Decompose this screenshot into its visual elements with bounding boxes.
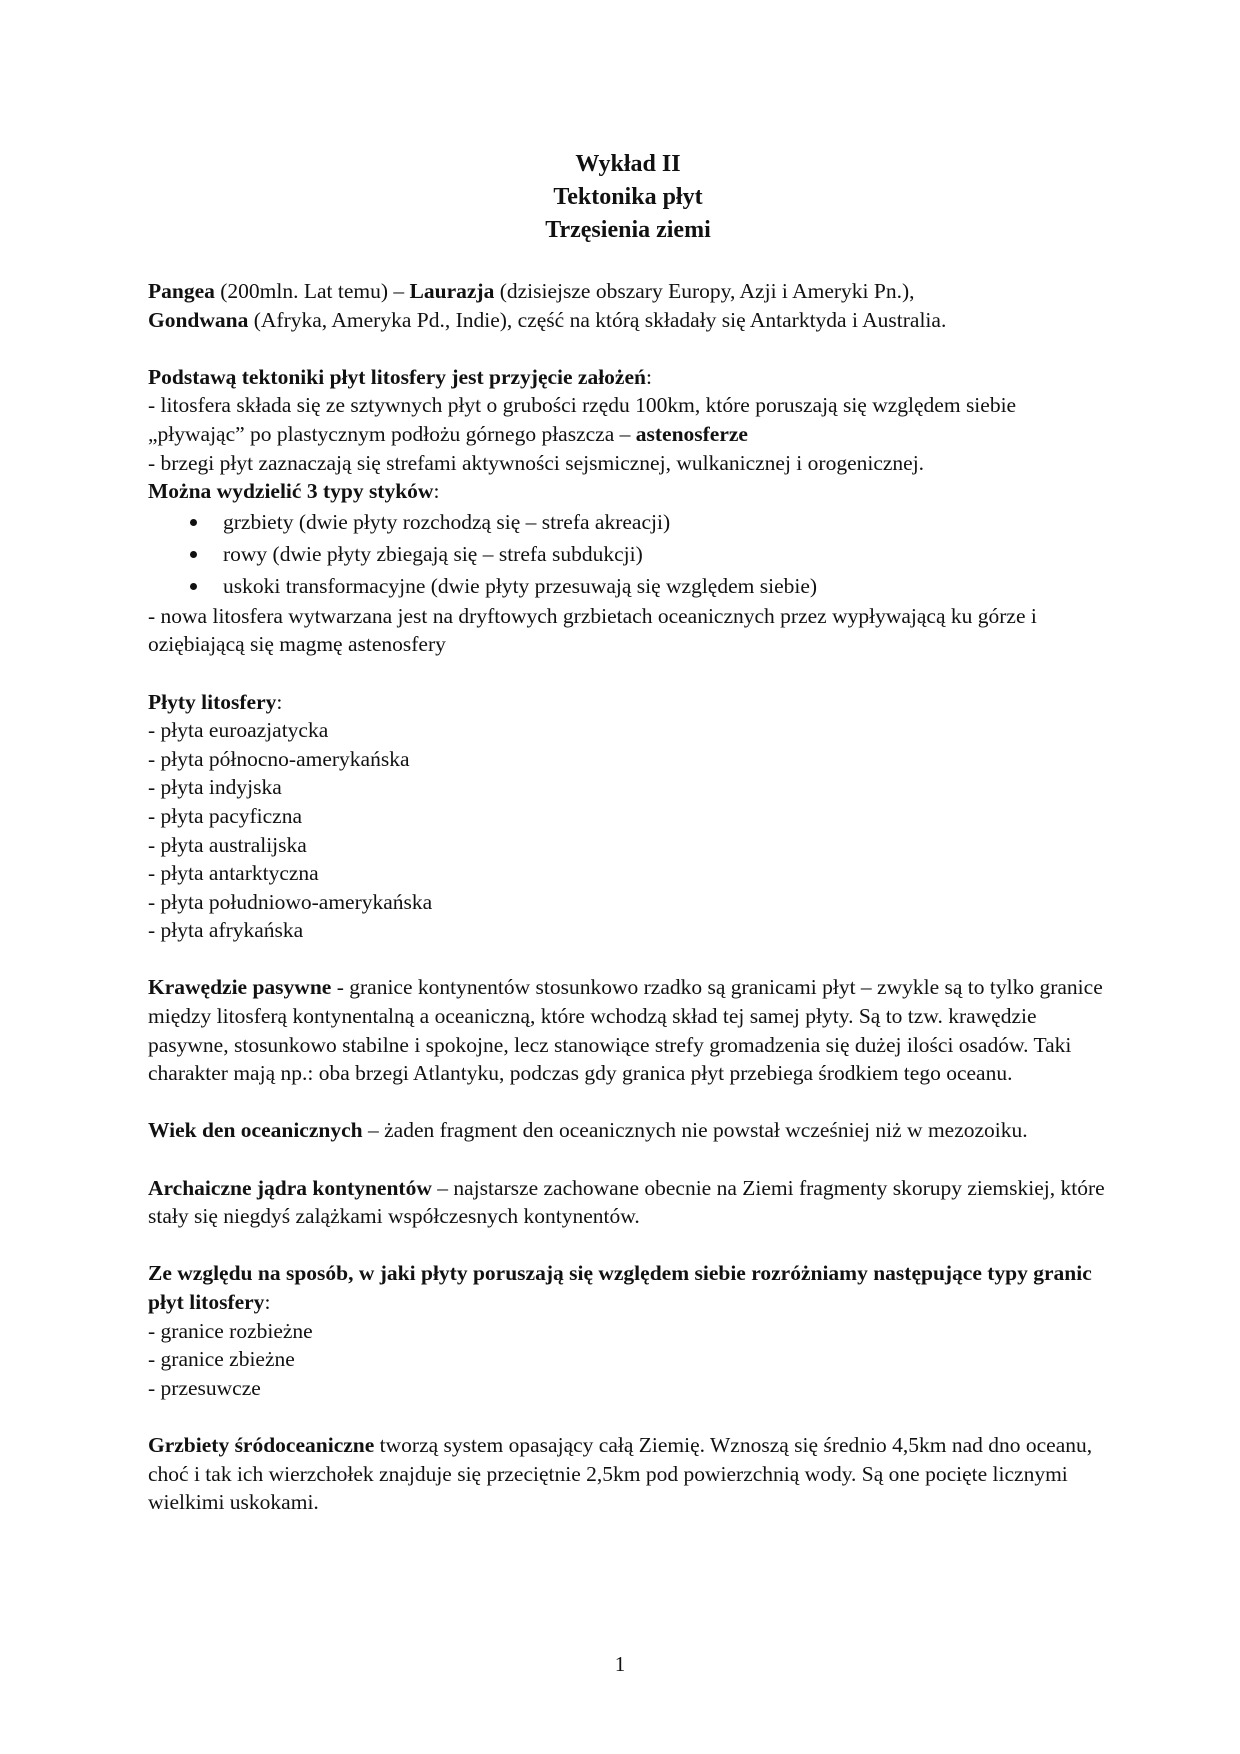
ocean-floor-age-paragraph	[148, 1116, 1108, 1145]
tectonics-heading-colon: :	[645, 364, 652, 389]
continental-cores-paragraph	[148, 1174, 1108, 1231]
boundaries-heading: Ze względu na sposób, w jaki płyty poruszają się względem siebie rozróżniamy następujące typy granic płyt litosfery	[148, 1261, 1092, 1314]
list-item: - płyta afrykańska	[148, 918, 304, 943]
laurazja-text: (dzisiejsze obszary Europy, Azji i Ameryki Pn.),	[494, 279, 915, 303]
gondwana-text: (Afryka, Ameryka Pd., Indie), część na którą składały się Antarktyda i Australia.	[248, 307, 947, 332]
passive-margins-paragraph	[148, 973, 1108, 1087]
term-laurazja: Laurazja	[409, 279, 495, 303]
plates-heading: Płyty litosfery	[148, 689, 277, 714]
contacts-list	[148, 506, 1108, 602]
list-item: - płyta indyjska	[148, 775, 282, 800]
mid-ocean-ridges-text: tworzą system opasający całą Ziemię. Wznoszą się średnio 4,5km nad dno oceanu, choć i tak ich wierzchołek znajduje się przeciętnie 2,5km pod powierzchnią wody. Są one pocięte licznymi wielkimi uskokami.	[148, 1432, 1093, 1515]
list-item: - płyta południowo-amerykańska	[148, 889, 433, 914]
list-item	[148, 570, 1108, 602]
term-gondwana: Gondwana	[148, 307, 249, 332]
list-item: - płyta australijska	[148, 832, 307, 857]
contacts-heading-colon: :	[433, 479, 440, 504]
contacts-heading-line	[148, 477, 1108, 506]
list-item: - granice zbieżne	[148, 1347, 295, 1372]
tectonics-line-3: - nowa litosfera wytwarzana jest na dryftowych grzbietach oceanicznych przez wypływającą ku górze i oziębiającą się magmę astenosfery	[148, 603, 1037, 657]
boundaries-heading-line	[148, 1259, 1108, 1316]
bullet-icon	[190, 519, 197, 526]
list-item: - płyta pacyficzna	[148, 803, 302, 828]
plates-heading-colon: :	[276, 689, 283, 714]
pangea-text: (200mln. Lat temu) –	[214, 279, 410, 303]
document-page	[148, 148, 1108, 1517]
tectonics-heading-line	[148, 363, 1108, 392]
ocean-floor-age-heading: Wiek den oceanicznych	[148, 1118, 363, 1143]
list-item	[148, 506, 1108, 538]
passive-margins-heading: Krawędzie pasywne	[148, 975, 332, 1000]
list-item	[148, 538, 1108, 570]
document-title	[148, 148, 1108, 247]
title-line-3: Trzęsienia ziemi	[545, 217, 711, 243]
list-item: - płyta antarktyczna	[148, 861, 319, 886]
mid-ocean-ridges-paragraph	[148, 1431, 1108, 1517]
page-number: 1	[614, 1652, 626, 1676]
contacts-heading: Można wydzielić 3 typy styków	[148, 479, 434, 504]
list-item: - płyta euroazjatycka	[148, 718, 329, 743]
ocean-floor-age-text: – żaden fragment den oceanicznych nie powstał wcześniej niż w mezozoiku.	[362, 1118, 1028, 1143]
boundaries-heading-colon: :	[264, 1290, 271, 1314]
intro-paragraph	[148, 277, 1108, 334]
tectonics-line-2: - brzegi płyt zaznaczają się strefami aktywności sejsmicznej, wulkanicznej i orogenicznej.	[148, 450, 925, 475]
contact-type-ridges: grzbiety (dwie płyty rozchodzą się – strefa akreacji)	[223, 509, 671, 534]
title-line-1: Wykład II	[575, 151, 681, 177]
mid-ocean-ridges-heading: Grzbiety śródoceaniczne	[148, 1432, 375, 1457]
plates-heading-line	[148, 688, 1108, 717]
tectonics-line-1	[148, 391, 1108, 448]
tectonics-heading: Podstawą tektoniki płyt litosfery jest przyjęcie założeń	[148, 364, 646, 389]
list-item: - przesuwcze	[148, 1375, 261, 1400]
bullet-icon	[190, 583, 197, 590]
term-pangea: Pangea	[148, 279, 215, 303]
bullet-icon	[190, 551, 197, 558]
term-astenosferze: astenosferze	[635, 421, 748, 446]
continental-cores-text: – najstarsze zachowane obecnie na Ziemi fragmenty skorupy ziemskiej, które stały się niegdyś zalążkami współczesnych kontynentów.	[148, 1175, 1105, 1229]
contact-type-transform: uskoki transformacyjne (dwie płyty przesuwają się względem siebie)	[223, 573, 818, 598]
passive-margins-text: - granice kontynentów stosunkowo rzadko są granicami płyt – zwykle są to tylko granice między litosferą kontynentalną a oceaniczną, które wchodzą skład tej samej płyty. Są to tzw. krawędzie pasywne, stosunkowo stabilne i spokojne, lecz stanowiące strefy gromadzenia się dużej ilości osadów. Taki charakter mają np.: oba brzegi Atlantyku, podczas gdy granica płyt przebiega środkiem tego oceanu.	[148, 975, 1103, 1086]
contact-type-trenches: rowy (dwie płyty zbiegają się – strefa subdukcji)	[223, 541, 643, 566]
title-line-2: Tektonika płyt	[553, 184, 703, 210]
tectonics-line-1-text: - litosfera składa się ze sztywnych płyt o grubości rzędu 100km, które poruszają się względem siebie „pływając” po plastycznym podłożu górnego płaszcza –	[148, 393, 1017, 446]
list-item: - płyta północno-amerykańska	[148, 746, 410, 771]
list-item: - granice rozbieżne	[148, 1318, 313, 1343]
continental-cores-heading: Archaiczne jądra kontynentów	[148, 1175, 432, 1200]
